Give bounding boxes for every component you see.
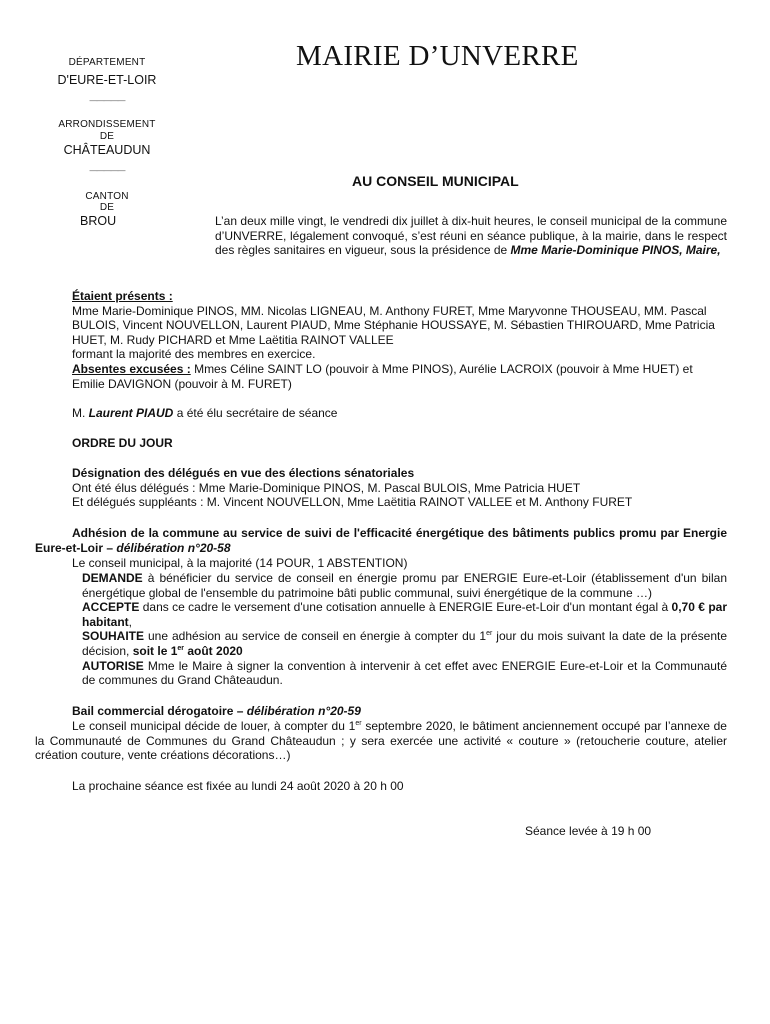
demande-text: à bénéficier du service de conseil en énergie promu par ENERGIE Eure-et-Loir (établissement d'un bilan énergétique global de l'ensemble du patrimoine bâti public communal, suivi énergétique de la commune …) <box>82 571 727 600</box>
adhesion-vote: Le conseil municipal, à la majorité (14 POUR, 1 ABSTENTION) <box>72 556 408 570</box>
separator: ————— <box>89 166 125 175</box>
adhesion-decisions <box>82 571 727 688</box>
autorise-item <box>82 659 727 688</box>
intro-paragraph <box>215 214 727 258</box>
bail-text-2: septembre 2020, le bâtiment anciennement occupé par l’annexe de la Communauté de Communes du Grand Châteaudun ; y sera exercée une activité « couture » (retoucherie couture, atelier création couture, vente créations décorations…) <box>35 719 727 763</box>
autorise-text: Mme le Maire à signer la convention à intervenir à cet effet avec ENERGIE Eure-et-Loir et la Communauté de communes du Grand Châteaudun. <box>82 658 727 688</box>
agenda-label: ORDRE DU JOUR <box>72 436 173 450</box>
souhaite-date: soit le 1 <box>132 643 178 658</box>
souhaite-date-2: août 2020 <box>184 643 243 658</box>
session-closed: Séance levée à 19 h 00 <box>525 824 652 838</box>
majority-text: formant la majorité des membres en exercice. <box>72 347 316 362</box>
superscript: er <box>486 630 493 638</box>
adhesion-heading <box>35 526 727 555</box>
secretary-suffix: a été élu secrétaire de séance <box>173 406 338 420</box>
president-name: Mme Marie-Dominique PINOS, Maire, <box>510 243 721 258</box>
departement-label: DÉPARTEMENT <box>68 57 146 68</box>
demande-keyword: DEMANDE <box>82 571 143 585</box>
absents <box>72 362 728 391</box>
council-heading: AU CONSEIL MUNICIPAL <box>352 173 519 189</box>
bail-heading <box>72 704 361 719</box>
separator: ————— <box>89 96 125 105</box>
souhaite-keyword: SOUHAITE <box>82 629 145 644</box>
designation-section <box>72 466 728 510</box>
souhaite-item <box>82 629 727 658</box>
arrondissement-label: ARRONDISSEMENT <box>58 119 156 130</box>
absent-label: Absentes excusées : <box>72 361 191 376</box>
canton-name: BROU <box>80 214 117 228</box>
superscript: er <box>355 720 362 727</box>
presents-section <box>72 289 728 391</box>
bail-title: Bail commercial dérogatoire – <box>72 704 247 718</box>
intro-text: L’an deux mille vingt, le vendredi dix juillet à dix-huit heures, le conseil municipal de la commune d’UNVERRE, légalement convoqué, s’est réuni en séance publique, à la mairie, dans le respect des règles sanitaires en vigueur, sous la présidence de <box>215 214 727 258</box>
secretary-prefix: M. <box>72 406 89 420</box>
secretary-line <box>72 406 337 421</box>
secretary-name: Laurent PIAUD <box>88 406 174 420</box>
adhesion-title: Adhésion de la commune au service de suivi de l'efficacité énergétique des bâtiments publics promu par Energie Eure-et-Loir – <box>35 526 727 555</box>
accepte-text: dans ce cadre le versement d'une cotisation annuelle à ENERGIE Eure-et-Loir d'un montant égal à <box>139 600 672 615</box>
bail-text-1: Le conseil municipal décide de louer, à compter du 1 <box>72 719 356 733</box>
absent-names: Mmes Céline SAINT LO (pouvoir à Mme PINOS), Aurélie LACROIX (pouvoir à Mme HUET) et Emilie DAVIGNON (pouvoir à M. FURET) <box>72 361 693 391</box>
canton-de: DE <box>99 202 115 213</box>
designation-line-1: Ont été élus délégués : Mme Marie-Dominique PINOS, M. Pascal BULOIS, Mme Patricia HUET <box>72 480 581 495</box>
departement-name: D'EURE-ET-LOIR <box>57 73 157 87</box>
accepte-item <box>82 600 727 629</box>
designation-heading: Désignation des délégués en vue des élections sénatoriales <box>72 466 415 480</box>
page-title: MAIRIE D’UNVERRE <box>296 40 579 72</box>
presents-label: Étaient présents : <box>72 289 173 303</box>
autorise-keyword: AUTORISE <box>82 658 144 673</box>
bail-deliberation: délibération n°20-59 <box>246 704 361 718</box>
souhaite-text-2: jour du mois suivant la date de la présente décision, <box>82 629 727 658</box>
next-session: La prochaine séance est fixée au lundi 24 août 2020 à 20 h 00 <box>72 779 404 793</box>
designation-line-2: Et délégués suppléants : M. Vincent NOUVELLON, Mme Laëtitia RAINOT VALLEE et M. Anthony FURET <box>72 495 633 510</box>
bail-text <box>35 719 727 763</box>
souhaite-text: une adhésion au service de conseil en énergie à compter du 1 <box>144 629 487 644</box>
arrondissement-name: CHÂTEAUDUN <box>63 143 151 157</box>
adhesion-deliberation: délibération n°20-58 <box>116 540 231 555</box>
accepte-end: , <box>128 614 133 629</box>
arrondissement-de: DE <box>99 131 115 142</box>
canton-label: CANTON <box>85 191 129 202</box>
presents-names: Mme Marie-Dominique PINOS, MM. Nicolas LIGNEAU, M. Anthony FURET, Mme Maryvonne THOUSEAU, MM. Pascal BULOIS, Vincent NOUVELLON, Laurent PIAUD, Mme Stéphanie HOUSSAYE, M. Sébastien THIROUARD, Mme Patricia HUET, M. Rudy PICHARD et Mme Laëtitia RAINOT VALLEE <box>72 303 715 347</box>
superscript: er <box>177 644 185 652</box>
demande-item <box>82 571 727 600</box>
accepte-amount: 0,70 € par habitant <box>82 600 727 629</box>
accepte-keyword: ACCEPTE <box>82 600 140 615</box>
